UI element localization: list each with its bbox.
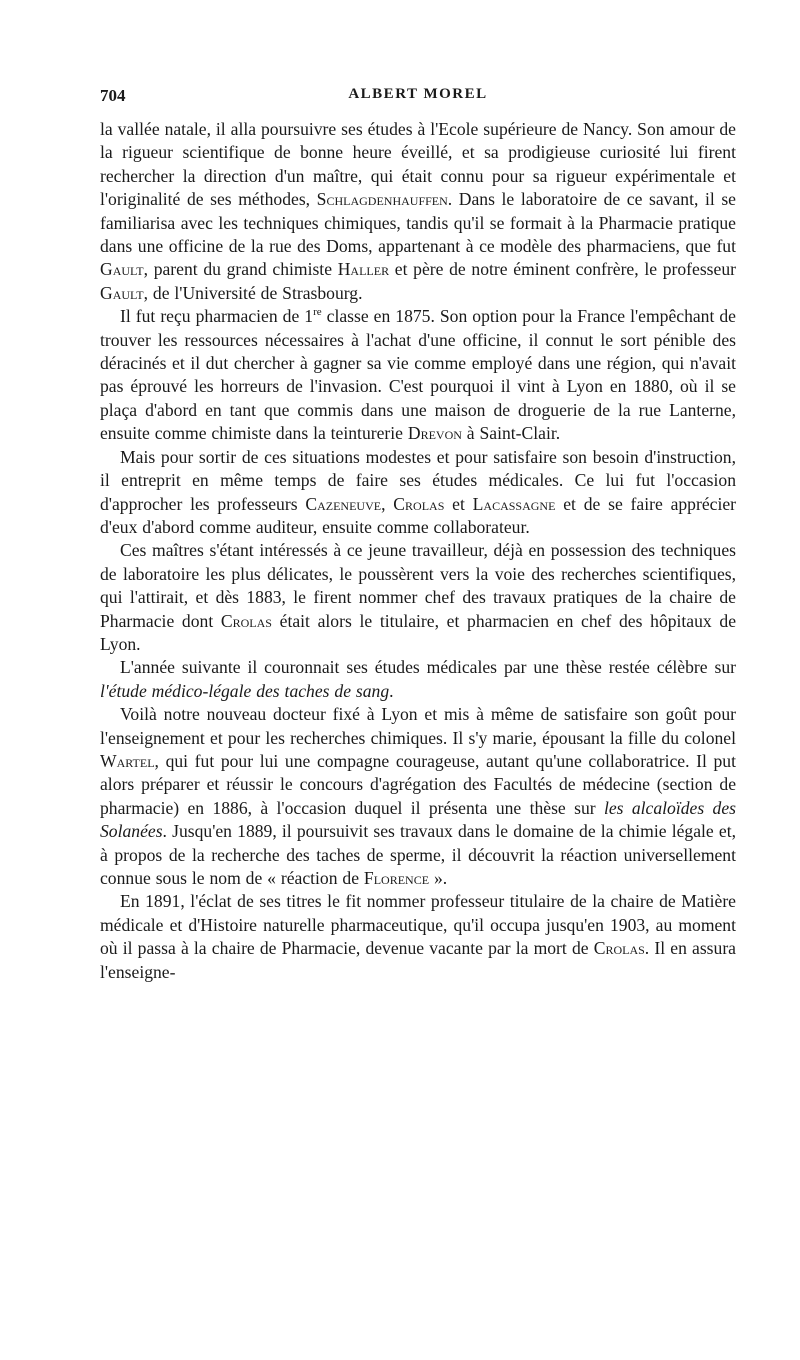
text-run: était alors le titulaire, et pharmacien en chef des hôpitaux de Lyon. <box>100 610 736 654</box>
text-run: et de se faire apprécier d'eux d'abord comme auditeur, ensuite comme collaborateur. <box>100 493 736 537</box>
text-run: . Jusqu'en 1889, il poursuivit ses travaux dans le domaine de la chimie légale et, à propos de la recherche des taches de sperme, il découvrit la réaction universellement connue sous le nom de « réaction de <box>100 821 736 888</box>
text-run: et père de notre éminent confrère, le professeur <box>389 259 736 280</box>
person-name: Florence <box>363 868 430 888</box>
running-title: ALBERT MOREL <box>348 86 488 102</box>
text-run: à Saint-Clair. <box>461 423 561 444</box>
text-run: classe en 1875. Son option pour la France l'empêchant de trouver les ressources nécessaires à l'achat d'une officine, il connut le sort pénible des déracinés et il dut chercher à gagner sa vie comme employé dans une région, qui n'avait pas éprouvé les horreurs de l'invasion. C'est pourquoi il vint à Lyon en 1880, où il se plaça d'abord en tant que commis dans une maison de droguerie de la rue Lanterne, ensuite comme chimiste dans la teinturerie <box>100 306 736 444</box>
text-run: En 1891, l'éclat de ses titres le fit nommer professeur titulaire de la chaire de Matière médicale et d'Histoire naturelle pharmaceutique, qu'il occupa jusqu'en 1903, au moment où il passa à la chaire de Pharmacie, devenue vacante par la mort de <box>100 891 736 959</box>
text-run: , de l'Université de Strasbourg. <box>143 282 363 303</box>
paragraph-1 <box>100 118 736 305</box>
paragraph-3 <box>100 446 736 540</box>
text-run: Ces maîtres s'étant intéressés à ce jeune travailleur, déjà en possession des techniques de laboratoire les plus délicates, le poussèrent vers la voie des recherches scientifiques, qui l'attirait, et dès 1883, le firent nommer chef des travaux pratiques de la chaire de Pharmacie dont <box>100 540 736 631</box>
body-text <box>100 118 736 984</box>
text-run: . Dans le laboratoire de ce savant, il se familiarisa avec les techniques chimiques, tandis qu'il se formait à la Pharmacie pratique dans une officine de la rue des Doms, appartenant à ce modèle des pharmaciens, que fut <box>100 189 736 257</box>
text-run: , <box>381 493 394 514</box>
book-page <box>100 86 736 984</box>
text-run: , parent du grand chimiste <box>143 259 338 280</box>
text-run: la vallée natale, il alla poursuivre ses études à l'Ecole supérieure de Nancy. Son amour de la rigueur scientifique de bonne heure éveillé, et sa prodigieuse curiosité lui firent rechercher la direction d'un maître, qui était connu pour sa rigueur expérimentale et l'originalité de ses méthodes, <box>100 119 736 210</box>
superscript: re <box>313 306 322 319</box>
paragraph-7 <box>100 890 736 984</box>
paragraph-6 <box>100 703 736 890</box>
person-name: Gault <box>100 282 144 303</box>
text-run: Voilà notre nouveau docteur fixé à Lyon et mis à même de satisfaire son goût pour l'enseignement et pour les recherches chimiques. Il s'y marie, épousant la fille du colonel <box>100 704 736 748</box>
person-name: Cazeneuve <box>305 493 382 514</box>
text-run: . Il en assura l'enseigne- <box>100 938 736 982</box>
paragraph-4 <box>100 539 736 656</box>
person-name: Drevon <box>407 423 462 444</box>
person-name: Lacassagne <box>472 493 556 514</box>
paragraph-5 <box>100 656 736 703</box>
thesis-title: les alcaloïdes des Solanées <box>100 797 736 842</box>
paragraph-2 <box>100 305 736 445</box>
text-run: ». <box>429 868 448 888</box>
running-head <box>100 86 736 112</box>
text-run: L'année suivante il couronnait ses études médicales par une thèse restée célèbre sur <box>120 657 736 678</box>
person-name: Haller <box>337 259 390 280</box>
person-name: Schlagdenhauffen <box>316 189 448 210</box>
text-run: Il fut reçu pharmacien de 1 <box>120 306 314 327</box>
page-number: 704 <box>100 86 126 105</box>
person-name: Crolas <box>393 493 445 514</box>
text-run: . <box>389 680 394 701</box>
person-name: Crolas <box>220 610 272 631</box>
person-name: Crolas <box>593 938 645 959</box>
text-run: et <box>444 493 473 514</box>
text-run: , qui fut pour lui une compagne courageuse, autant qu'une collaboratrice. Il put alors préparer et réussir le concours d'agrégation des Facultés de médecine (section de pharmacie) en 1886, à l'occasion duquel il présenta une thèse sur <box>100 750 736 818</box>
person-name: Wartel <box>100 750 155 771</box>
person-name: Gault <box>100 259 144 280</box>
text-run: Mais pour sortir de ces situations modestes et pour satisfaire son besoin d'instruction, il entreprit en même temps de faire ses études médicales. Ce lui fut l'occasion d'approcher les professeurs <box>100 446 736 514</box>
thesis-title: l'étude médico-légale des taches de sang <box>100 680 390 701</box>
